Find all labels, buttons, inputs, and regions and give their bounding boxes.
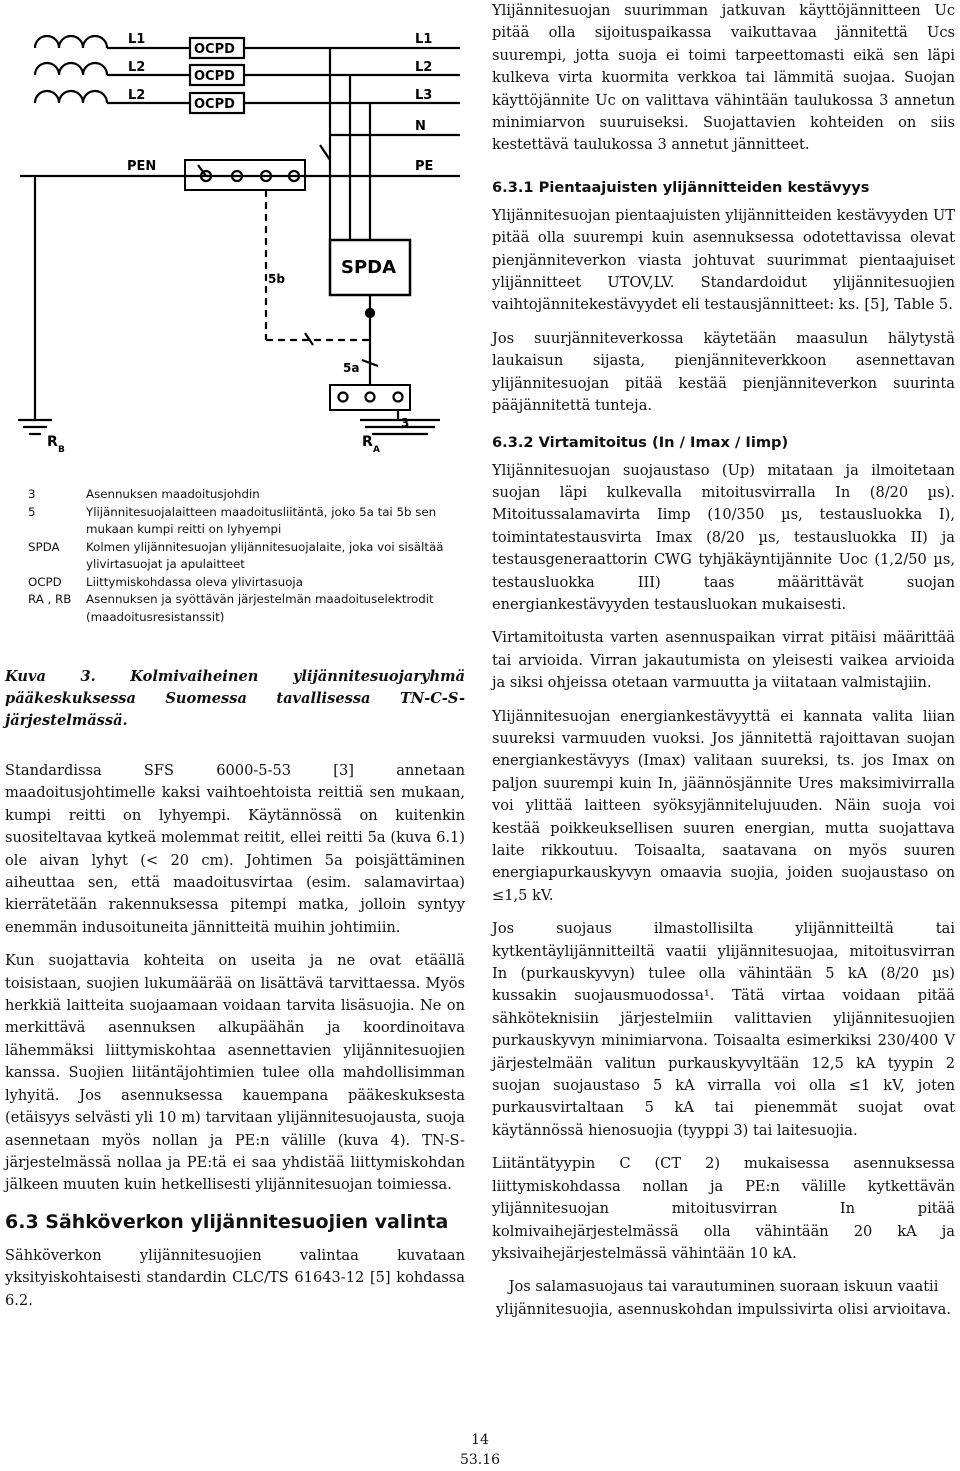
label-3: 3 <box>401 416 410 430</box>
paragraph: Jos suurjänniteverkossa käytetään maasulun hälytystä laukaisun sijasta, pienjänniteverkkoon asennettavan ylijännitesuojan pitää kestää pienjänniteverkon suurinta pääjännitettä tunteja. <box>492 329 955 415</box>
right-column <box>492 0 955 1332</box>
legend-row <box>28 504 458 539</box>
legend-key: 3 <box>28 487 36 501</box>
label-5a: 5a <box>343 361 360 375</box>
paragraph: Jos salamasuojaus tai varautuminen suoraan iskuun vaatii ylijännitesuojia, asennuskohdan impulssivirta olisi arvioitava. <box>495 1278 951 1318</box>
label-n: N <box>415 119 426 134</box>
label-pe: PE <box>415 159 434 174</box>
section-heading-6-3-1: 6.3.1 Pientaajuisten ylijännitteiden kestävyys <box>492 178 870 196</box>
paragraph: Virtamitoitusta varten asennuspaikan virrat pitäisi määrittää tai arvioida. Virran jakautumista on yleisesti vaikea arvioida ja siksi ohjeissa otetaan varmuutta ja viitataan valmistajiin. <box>492 629 955 692</box>
legend-text: Asennuksen ja syöttävän järjestelmän maadoituselektrodit (maadoitusresistanssit) <box>86 592 434 624</box>
label-rb: R <box>47 434 58 450</box>
legend-row <box>28 539 458 574</box>
paragraph: Standardissa SFS 6000-5-53 [3] annetaan maadoitusjohtimelle kaksi vaihtoehtoista reittiä sen mukaan, kumpi reitti on lyhyempi. Käytännössä on kuitenkin suositeltavaa kytkeä molemmat reitit, ellei reitti 5a (kuva 6.1) ole aivan lyhyt (< 20 cm). Johtimen 5a poisjättäminen aiheuttaa sen, että maadoitusvirtaa (esim. salamavirtaa) kierrätetään rakennuksessa pitempi matka, jolloin syntyy enemmän indusoituneita jännitteitä muihin johtimiin. <box>5 762 465 936</box>
label-5b: 5b <box>268 272 285 286</box>
figure-caption: Kuva 3. Kolmivaiheinen ylijännitesuojaryhmä pääkeskuksessa Suomessa tavallisessa TN-C-S-järjestelmässä. <box>5 668 465 729</box>
legend-row <box>28 486 458 504</box>
paragraph: Liitäntätyypin C (CT 2) mukaisessa asennuksessa liittymiskohdassa nollan ja PE:n välille kytkettävän ylijännitesuojan mitoitusvirran In pitää kolmivaihejärjestelmässä olla vähintään 20 kA ja yksivaihejärjestelmässä vähintään 10 kA. <box>492 1155 955 1262</box>
label-pen: PEN <box>127 159 157 174</box>
label-spda: SPDA <box>341 257 397 278</box>
legend-row <box>28 574 458 592</box>
transformer-coil-1 <box>35 36 107 48</box>
transformer-coil-2 <box>35 63 107 75</box>
transformer-coil-3 <box>35 91 107 103</box>
legend-text: Asennuksen maadoitusjohdin <box>86 487 260 501</box>
left-column <box>5 760 465 1323</box>
label-l2-right: L2 <box>415 60 433 75</box>
legend-text: Kolmen ylijännitesuojan ylijännitesuojalaite, joka voi sisältää ylivirtasuojat ja apulaitteet <box>86 539 444 571</box>
paragraph: Kun suojattavia kohteita on useita ja ne ovat etäällä toisistaan, suojien lukumäärää on lisättävä tarvittaessa. Myös herkkiä laitteita suojaamaan voidaan tarvita lisäsuojia. Ne on merkittävä asennuksen alkupäähän ja koordinoitava lähemmäksi liittymiskohtaa asennettavien ylijännitesuojien kanssa. Suojien liitäntäjohtimien tulee olla mahdollisimman lyhyitä. Jos asennuksessa kauempana pääkeskuksesta (etäisyys selvästi yli 10 m) tarvitaan ylijännitesuojausta, suoja asennetaan myös nollan ja PE:n välille (kuva 4). TN-S-järjestelmässä nollaa ja PE:tä ei saa yhdistää liittymiskohdan jälkeen muuten kuin hetkellisesti ylijännitesuojan toimiessa. <box>5 952 465 1194</box>
legend-text: Ylijännitesuojalaitteen maadoitusliitäntä, joko 5a tai 5b sen mukaan kumpi reitti on lyhyempi <box>86 504 437 536</box>
page-code: 53.16 <box>459 1452 501 1468</box>
label-l2-left: L2 <box>128 60 146 75</box>
paragraph: Ylijännitesuojan suurimman jatkuvan käyttöjännitteen Uc pitää olla sijoituspaikassa vaikuttavaa jännitettä Ucs suurempi, jotta suoja ei toimi tarpeettomasti eikä sen läpi kulkeva virta kuormita verkkoa tai lämmitä suojaa. Suojan käyttöjännite Uc on valittava vähintään taulukossa 3 annetun minimiarvon suuruiseksi. Suojattavien kohteiden on siis kestettävä taulukossa 3 annetut jännitteet. <box>492 2 955 154</box>
legend-key: OCPD <box>28 574 62 589</box>
figure-legend <box>28 486 458 626</box>
tn-c-s-diagram <box>0 0 470 470</box>
label-l1-left: L1 <box>128 32 146 47</box>
label-l2b-left: L2 <box>128 88 146 103</box>
label-rb-sub: B <box>58 445 65 455</box>
label-ocpd-2: OCPD <box>194 69 235 84</box>
paragraph: Ylijännitesuojan suojaustaso (Up) mitataan ja ilmoitetaan suojan läpi kulkevalla mitoitusvirralla In (8/20 µs). Mitoitussalamavirta Iimp (10/350 µs, testausluokka I), toimintatestausvirta Imax (8/20 µs, testausluokka II) ja testausgeneraattorin CWG tyhjäkäyntijännite Uoc (1,2/50 µs, testausluokka III) taas määrittävät suojan energiankestävyyden testausluokan mukaisesti. <box>492 461 955 613</box>
legend-key: 5 <box>28 504 36 519</box>
legend-row <box>28 591 458 626</box>
paragraph: Jos suojaus ilmastollisilta ylijännitteiltä tai kytkentäylijännitteiltä vaatii ylijännitesuojaa, mitoitusvirran In (purkauskyvyn) tulee olla vähintään 5 kA (8/20 µs) kussakin suojausmuodossa¹. Tätä virtaa voidaan pitää sähköteknisiin järjestelmiin valittavien ylijännitesuojien purkauskyvyn minimiarvona. Toisaalta esimerkiksi 230/400 V järjestelmään valitun purkauskyvyltään 12,5 kA tyypin 2 suojan suojaustaso 5 kA virralla voi olla ≤1 kV, joten purkausvirtaltaan 5 kA tai pienemmät suojat ovat käytännössä hienosuojia (tyyppi 3) tai laitesuojia. <box>492 920 955 1139</box>
legend-text: Liittymiskohdassa oleva ylivirtasuoja <box>86 574 303 589</box>
label-l3-right: L3 <box>415 88 433 103</box>
legend-key: SPDA <box>28 539 60 554</box>
paragraph: Ylijännitesuojan energiankestävyyttä ei kannata valita liian suureksi varmuuden vuoksi. Jos jännitettä rajoittavan suojan energiankestävyys (Imax) valitaan suureksi, ts. jos Imax on paljon suurempi kuin In, jäännösjännite Ures maksimivirralla voi ylittää laitteen syöksyjännitelujuuden. Näin suoja voi kestää poikkeuksellisen suuren energian, mutta suojattava laite rikkoutuu. Toisaalta, saatavana on myös suuren energiapurkauskyvyn omaavia suojia, joiden suojaustaso on ≤1,5 kV. <box>492 707 955 904</box>
label-ra-sub: A <box>373 445 380 455</box>
label-ocpd-1: OCPD <box>194 42 235 57</box>
section-heading-6-3-2: 6.3.2 Virtamitoitus (In / Imax / Iimp) <box>492 433 789 451</box>
label-ocpd-3: OCPD <box>194 97 235 112</box>
label-l1-right: L1 <box>415 32 433 47</box>
label-ra: R <box>362 434 373 450</box>
legend-key: RA , RB <box>28 592 72 606</box>
paragraph: Ylijännitesuojan pientaajuisten ylijännitteiden kestävyyden UT pitää olla suurempi kuin asennuksessa odotettavissa olevat pienjänniteverkon viasta johtuvat suurimmat pientaajuiset ylijännitteet UTOV,LV. Standardoidut ylijännitesuojien vaihtojännitekestävyydet eli testausjännitteet: ks. [5], Table 5. <box>492 206 955 314</box>
page-number: 14 <box>471 1432 489 1448</box>
paragraph: Sähköverkon ylijännitesuojien valintaa kuvataan yksityiskohtaisesti standardin CLC/TS 61643-12 [5] kohdassa 6.2. <box>5 1246 465 1309</box>
section-heading-6-3: 6.3 Sähköverkon ylijännitesuojien valinta <box>5 1210 449 1233</box>
